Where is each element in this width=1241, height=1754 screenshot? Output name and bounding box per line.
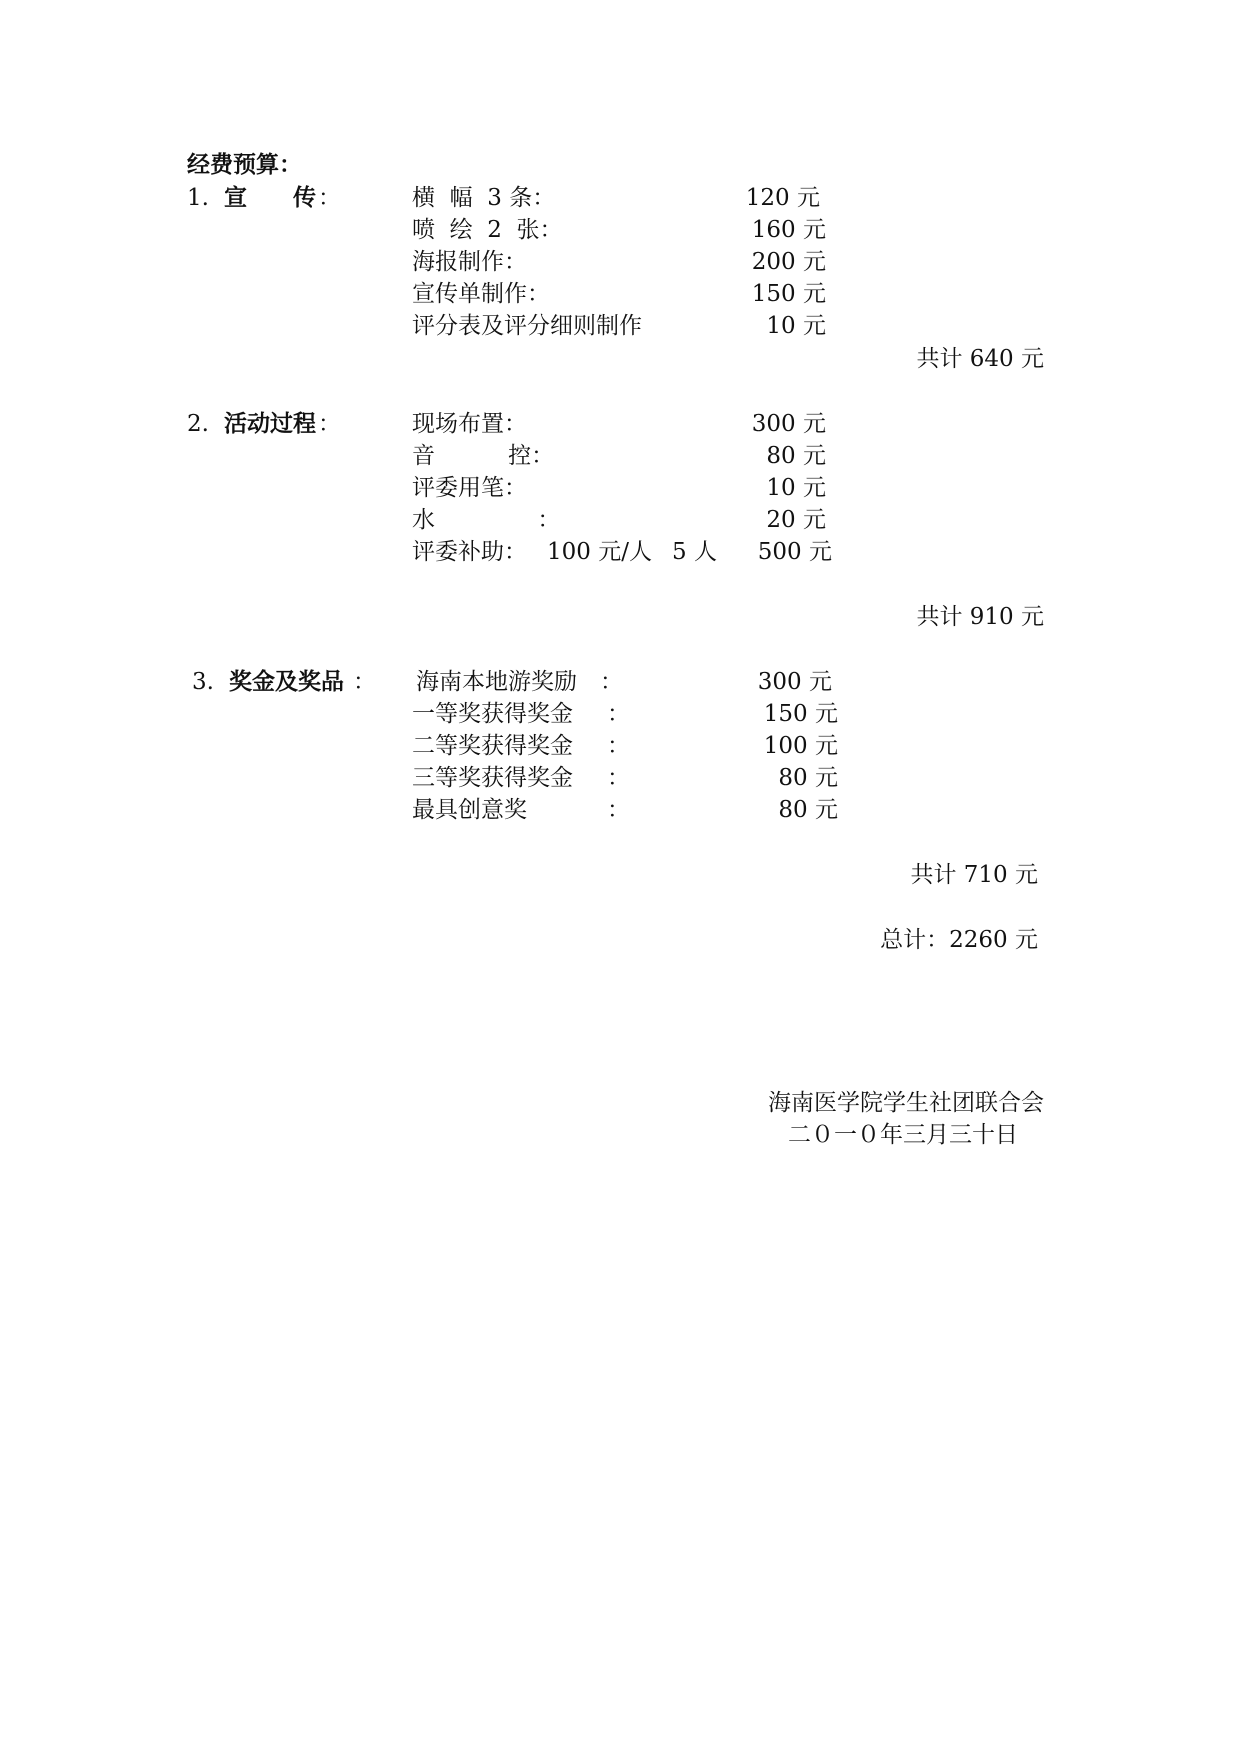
- item-label: 评委补助：: [412, 539, 527, 565]
- item-label: 海报制作：: [412, 249, 527, 275]
- item-label: 喷 绘 2 张：: [412, 217, 563, 243]
- section-1-title: 宣 传: [224, 184, 316, 211]
- item-count: 5 人: [672, 539, 717, 565]
- item-amount: 200 元: [751, 249, 826, 275]
- item-label: 水 ：: [412, 507, 561, 533]
- item-label: 一等奖获得奖金: [412, 701, 573, 727]
- item-amount: 300 元: [757, 669, 832, 695]
- section-1-colon: ：: [318, 185, 341, 211]
- item-label: 横 幅 3 条：: [412, 185, 556, 211]
- item-amount: 10 元: [766, 475, 826, 501]
- item-amount: 150 元: [763, 701, 838, 727]
- item-label: 音 控：: [412, 443, 555, 469]
- item-label: 宣传单制作：: [412, 281, 550, 307]
- item-separator: ：: [607, 765, 630, 791]
- section-1-subtotal: 共计 640 元: [916, 346, 1044, 372]
- item-amount: 300 元: [751, 411, 826, 437]
- section-3-subtotal: 共计 710 元: [910, 862, 1038, 888]
- section-1-number: 1.: [187, 185, 209, 211]
- section-3-title: 奖金及奖品: [229, 668, 344, 695]
- item-label: 海南本地游奖励: [416, 669, 577, 695]
- section-3-number: 3.: [192, 669, 214, 695]
- signature-date: 二０一０年三月三十日: [788, 1122, 1018, 1148]
- item-amount: 100 元: [763, 733, 838, 759]
- item-amount: 80 元: [778, 797, 838, 823]
- item-label: 最具创意奖: [412, 797, 527, 823]
- item-amount: 80 元: [778, 765, 838, 791]
- item-label: 二等奖获得奖金: [412, 733, 573, 759]
- item-separator: ：: [607, 797, 630, 823]
- item-amount: 500 元: [757, 539, 832, 565]
- budget-heading: 经费预算：: [187, 151, 302, 178]
- item-amount: 10 元: [766, 313, 826, 339]
- item-label: 评委用笔：: [412, 475, 527, 501]
- section-2-subtotal: 共计 910 元: [916, 604, 1044, 630]
- item-separator: ：: [607, 701, 630, 727]
- section-2-title: 活动过程: [224, 410, 316, 437]
- section-2-number: 2.: [187, 411, 209, 437]
- item-label: 现场布置：: [412, 411, 527, 437]
- item-rate: 100 元/人: [547, 539, 652, 565]
- item-amount: 20 元: [766, 507, 826, 533]
- grand-total: 总计：2260 元: [880, 927, 1038, 953]
- item-label: 评分表及评分细则制作: [412, 313, 642, 339]
- item-amount: 150 元: [751, 281, 826, 307]
- item-separator: ：: [607, 733, 630, 759]
- signature-org: 海南医学院学生社团联合会: [768, 1090, 1044, 1116]
- item-label: 三等奖获得奖金: [412, 765, 573, 791]
- item-amount: 120 元: [745, 185, 820, 211]
- item-separator: ：: [600, 669, 623, 695]
- section-3-colon: ：: [353, 669, 376, 695]
- section-2-colon: ：: [318, 411, 341, 437]
- item-amount: 160 元: [751, 217, 826, 243]
- item-amount: 80 元: [766, 443, 826, 469]
